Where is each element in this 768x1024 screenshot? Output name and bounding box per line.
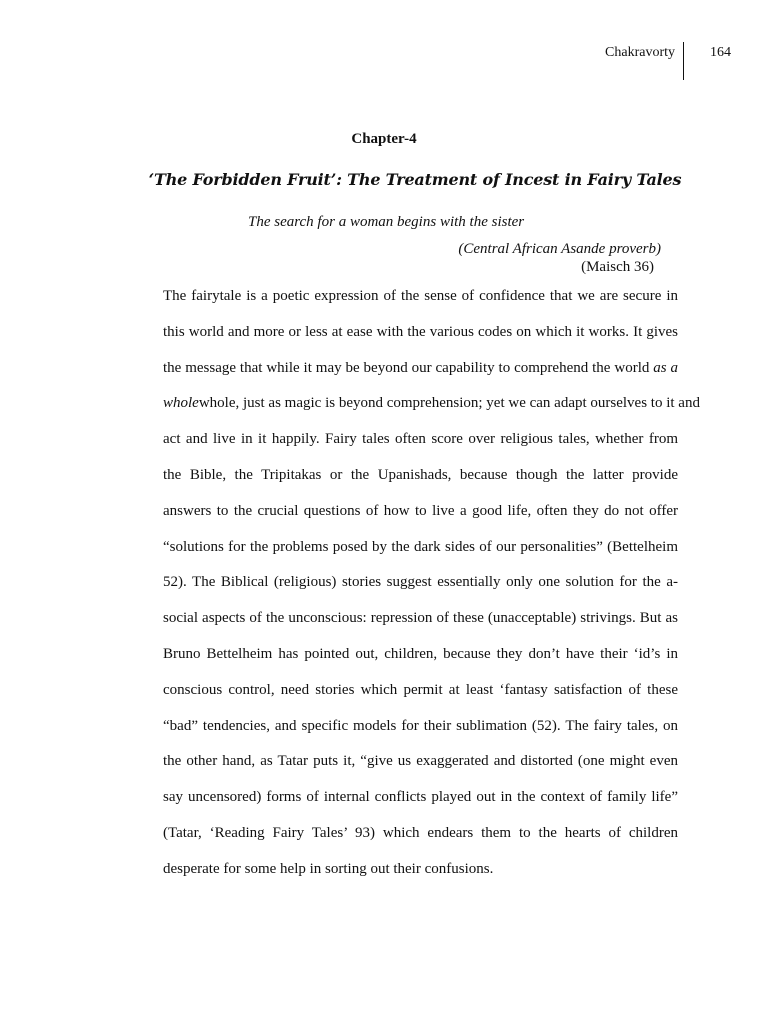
paragraph-line: the other hand, as Tatar puts it, “give us exaggerated and distorted (one might even xyxy=(163,753,678,770)
paragraph-line: Bruno Bettelheim has pointed out, children, because they don’t have their ‘id’s in xyxy=(163,645,678,662)
paragraph-line xyxy=(163,351,678,387)
body-paragraph xyxy=(163,279,700,888)
chapter-title: ‘The Forbidden Fruit’: The Treatment of Incest in Fairy Tales xyxy=(148,170,682,189)
paragraph-line: this world and more or less at ease with the various codes on which it works. It gives xyxy=(163,323,678,340)
paragraph-line: say uncensored) forms of internal conflicts played out in the context of family life” xyxy=(163,789,678,806)
italic-emphasis: whole xyxy=(163,395,199,412)
paragraph-line: desperate for some help in sorting out their confusions. xyxy=(163,860,494,877)
running-header xyxy=(605,44,731,80)
paragraph-line-text: whole, just as magic is beyond comprehension; yet we can adapt ourselves to it and xyxy=(198,395,700,412)
epigraph-quote: The search for a woman begins with the sister xyxy=(248,214,525,230)
header-author: Chakravorty xyxy=(605,45,675,60)
italic-emphasis: as a xyxy=(653,359,679,376)
paragraph-line: “bad” tendencies, and specific models for their sublimation (52). The fairy tales, on xyxy=(163,717,678,734)
paragraph-line: “solutions for the problems posed by the dark sides of our personalities” (Bettelheim xyxy=(163,538,678,555)
paragraph-line: (Tatar, ‘Reading Fairy Tales’ 93) which endears them to the hearts of children xyxy=(163,824,678,841)
paragraph-line: answers to the crucial questions of how to live a good life, often they do not offer xyxy=(163,502,678,519)
paragraph-line: The fairytale is a poetic expression of the sense of confidence that we are secure in xyxy=(163,288,678,304)
paragraph-line: conscious control, need stories which permit at least ‘fantasy satisfaction of these xyxy=(163,681,678,698)
paragraph-line: the Bible, the Tripitakas or the Upanishads, because though the latter provide xyxy=(163,466,678,483)
paragraph-line-text: the message that while it may be beyond our capability to comprehend the world xyxy=(163,359,654,376)
paragraph-line: act and live in it happily. Fairy tales often score over religious tales, whether from xyxy=(163,431,678,448)
epigraph-source: (Central African Asande proverb) xyxy=(458,241,661,257)
paragraph-line xyxy=(163,386,700,422)
chapter-label: Chapter-4 xyxy=(351,131,417,147)
epigraph-citation: (Maisch 36) xyxy=(581,259,654,275)
page-number: 164 xyxy=(710,45,731,60)
paragraph-line: 52). The Biblical (religious) stories suggest essentially only one solution for the a- xyxy=(163,574,678,591)
paragraph-line: social aspects of the unconscious: repression of these (unacceptable) strivings. But as xyxy=(163,610,678,627)
